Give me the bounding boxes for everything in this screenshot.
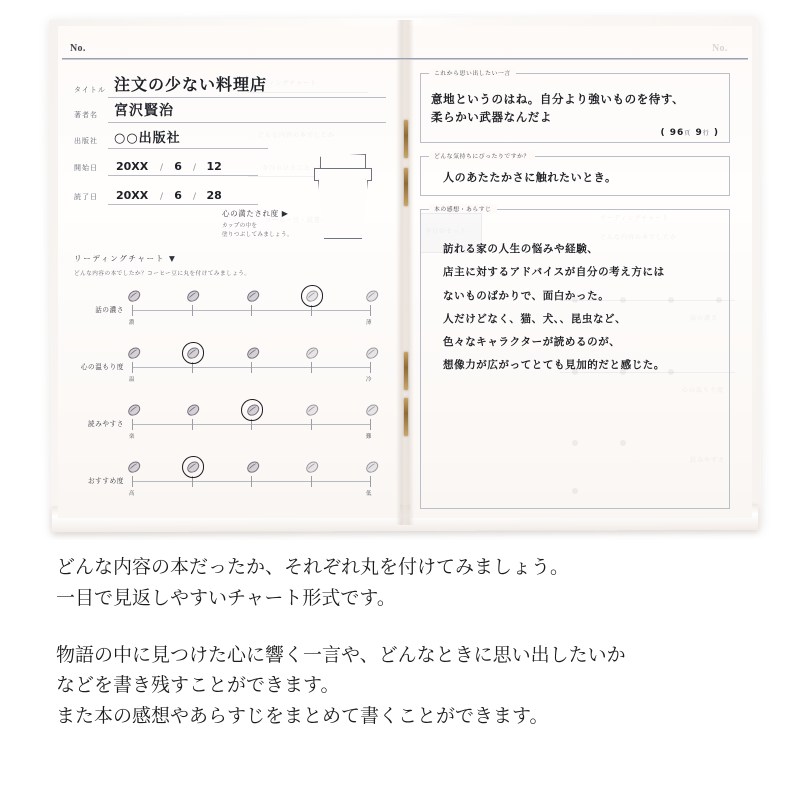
scale-tick [251,362,252,373]
scale-right-label: 難 [366,434,372,440]
date-separator: / [193,163,197,173]
reading-chart-scales [74,282,374,510]
field-finish-date[interactable] [74,189,258,205]
notebook-spine [396,20,414,525]
review-line: 想像力が広がってとても見加的だと感じた。 [443,359,665,372]
scale-right-label: 低 [366,491,372,497]
review-line: 人だけどなく、猫、犬、、昆虫など、 [443,312,627,325]
review-box[interactable] [420,209,730,509]
scale-tick [132,362,133,373]
quote-text [431,90,721,126]
caption-gap [56,614,756,640]
binding-staple-icon [404,398,408,436]
scale-tick [311,419,312,430]
quote-line-1: 意地というのはね。自分より強いものを待す、 [431,92,685,106]
scale-right-label: 薄 [366,320,372,326]
scale-tick [311,362,312,373]
field-title[interactable] [74,72,386,98]
review-line: 店主に対するアドバイスが自分の考え方には [443,266,665,279]
fill-level-note [222,208,332,240]
quote-ref-page: 96 [669,128,685,138]
date-separator: / [160,163,164,173]
scale-tick [370,419,371,430]
field-publisher[interactable] [74,127,268,149]
scale-row[interactable] [74,396,374,453]
field-author-value: 宮沢賢治 [108,100,386,123]
field-author-label: 著者名 [74,111,98,119]
scale-row-label: 心の温もり度 [80,363,124,371]
quote-ref-line: 9 [695,128,703,138]
mood-box[interactable] [420,156,730,196]
coffee-bean-icon[interactable] [243,345,258,360]
scale-left-label: 高 [129,491,135,497]
play-arrow-icon: ▶ [281,209,289,218]
scale-tick [370,476,371,487]
selected-circle-mark [241,399,263,421]
caption-p2-l1: 物語の中に見つけた心に響く一言や、どんなときに思い出したいか [56,643,626,666]
review-line: 訪れる家の人生の悩みや経験、 [443,243,599,255]
review-line: 色々なキャラクターが読めるのが、 [443,336,621,349]
scale-row[interactable] [74,339,374,396]
reading-chart-subtitle: どんな内容の本でしたか？コーヒー豆に丸を付けてみましょう。 [74,271,251,277]
chevron-down-icon: ▼ [168,254,177,263]
scale-tick [251,305,252,316]
reading-chart-title-text: リーディングチャート [74,254,165,263]
scale-right-label: 冷 [366,377,372,383]
date-separator: / [160,192,164,202]
coffee-bean-icon[interactable] [303,402,318,417]
quote-ref-line-unit: 行 [702,130,710,137]
coffee-bean-icon[interactable] [303,459,318,474]
selected-circle-mark [301,285,323,307]
scale-tick [132,419,133,430]
finish-date-month: 6 [174,189,182,202]
field-start-date[interactable] [74,160,258,176]
scale-tick [311,476,312,487]
caption-block [56,552,756,732]
scale-tick [192,305,193,316]
scale-row-label: 読みやすさ [88,420,124,428]
caption-p2-l2: などを書き残すことができます。 [56,674,340,697]
coffee-bean-icon[interactable] [184,402,199,417]
start-date-cells [108,160,258,176]
fill-level-sub-line1: カップの中を [222,223,258,229]
scale-row-label: 話の濃さ [95,306,124,314]
scale-row[interactable] [74,282,374,339]
scale-row[interactable] [74,453,374,510]
field-start-date-label: 開始日 [74,164,98,172]
header-rule [62,58,748,60]
field-publisher-label: 出版社 [74,137,98,145]
start-date-day: 12 [206,160,222,173]
fill-level-title-text: 心の満たされ度 [222,209,279,218]
reading-chart-header [74,253,251,277]
selected-circle-mark [182,456,204,478]
scale-row-label: おすすめ度 [87,477,124,485]
quote-ref-close: ) [713,128,719,138]
page-no-label-left: No. [70,43,86,54]
field-publisher-value: ○○出版社 [108,127,268,149]
coffee-bean-icon[interactable] [243,459,258,474]
scale-tick [132,476,133,487]
date-separator: / [193,192,197,202]
fill-level-sub-line2: 塗りつぶしてみましょう。 [222,232,293,239]
caption-p1-l2: 一目で見返しやすいチャート形式です。 [56,586,396,609]
coffee-bean-icon[interactable] [124,402,139,417]
mood-text: 人のあたたかさに触れたいとき。 [443,171,617,184]
coffee-bean-icon[interactable] [184,288,199,303]
field-title-label: タイトル [74,86,106,94]
coffee-bean-icon[interactable] [124,459,139,474]
binding-staple-icon [404,120,408,158]
scale-left-label: 温 [129,377,135,383]
quote-line-2: 柔らかい武器なんだよ [431,110,552,125]
coffee-bean-icon[interactable] [124,345,139,360]
page-no-label-right: No. [712,43,728,54]
review-box-legend: 本の感想・あらすじ [429,204,497,213]
scale-left-label: 濃 [129,320,135,326]
scale-left-label: 楽 [129,434,135,440]
scale-tick [251,476,252,487]
reading-chart-title [74,253,251,264]
quote-ref-page-unit: 頁 [684,130,692,137]
finish-date-year: 20XX [116,189,149,202]
caption-p1-l1: どんな内容の本だったか、それぞれ丸を付けてみましょう。 [56,556,570,578]
fill-level-sub [222,222,332,240]
start-date-month: 6 [174,160,182,173]
field-finish-date-label: 読了日 [74,193,98,201]
finish-date-cells [108,189,258,205]
selected-circle-mark [182,342,204,364]
binding-staple-icon [404,168,408,206]
binding-staple-icon [404,352,408,390]
field-title-value: 注文の少ない料理店 [108,72,386,98]
fill-level-title [222,208,332,219]
finish-date-day: 28 [206,189,222,202]
mood-box-legend: どんな気持ちにぴったりですか？ [429,151,535,160]
review-text [443,238,715,378]
coffee-bean-icon[interactable] [303,345,318,360]
scale-tick [132,305,133,316]
coffee-bean-icon[interactable] [243,288,258,303]
quote-reference [661,128,720,138]
quote-ref-open: ( [660,128,666,138]
quote-box-legend: これから思い出したい一言 [429,68,516,77]
field-author[interactable] [74,100,386,123]
caption-p2-l3: また本の感想やあらすじをまとめて書くことができます。 [56,705,549,728]
scale-tick [370,362,371,373]
quote-box[interactable] [420,73,730,143]
review-line: ないものばかりで、面白かった。 [443,289,610,302]
coffee-bean-icon[interactable] [124,288,139,303]
scale-tick [370,305,371,316]
scale-tick [192,419,193,430]
start-date-year: 20XX [116,160,149,173]
